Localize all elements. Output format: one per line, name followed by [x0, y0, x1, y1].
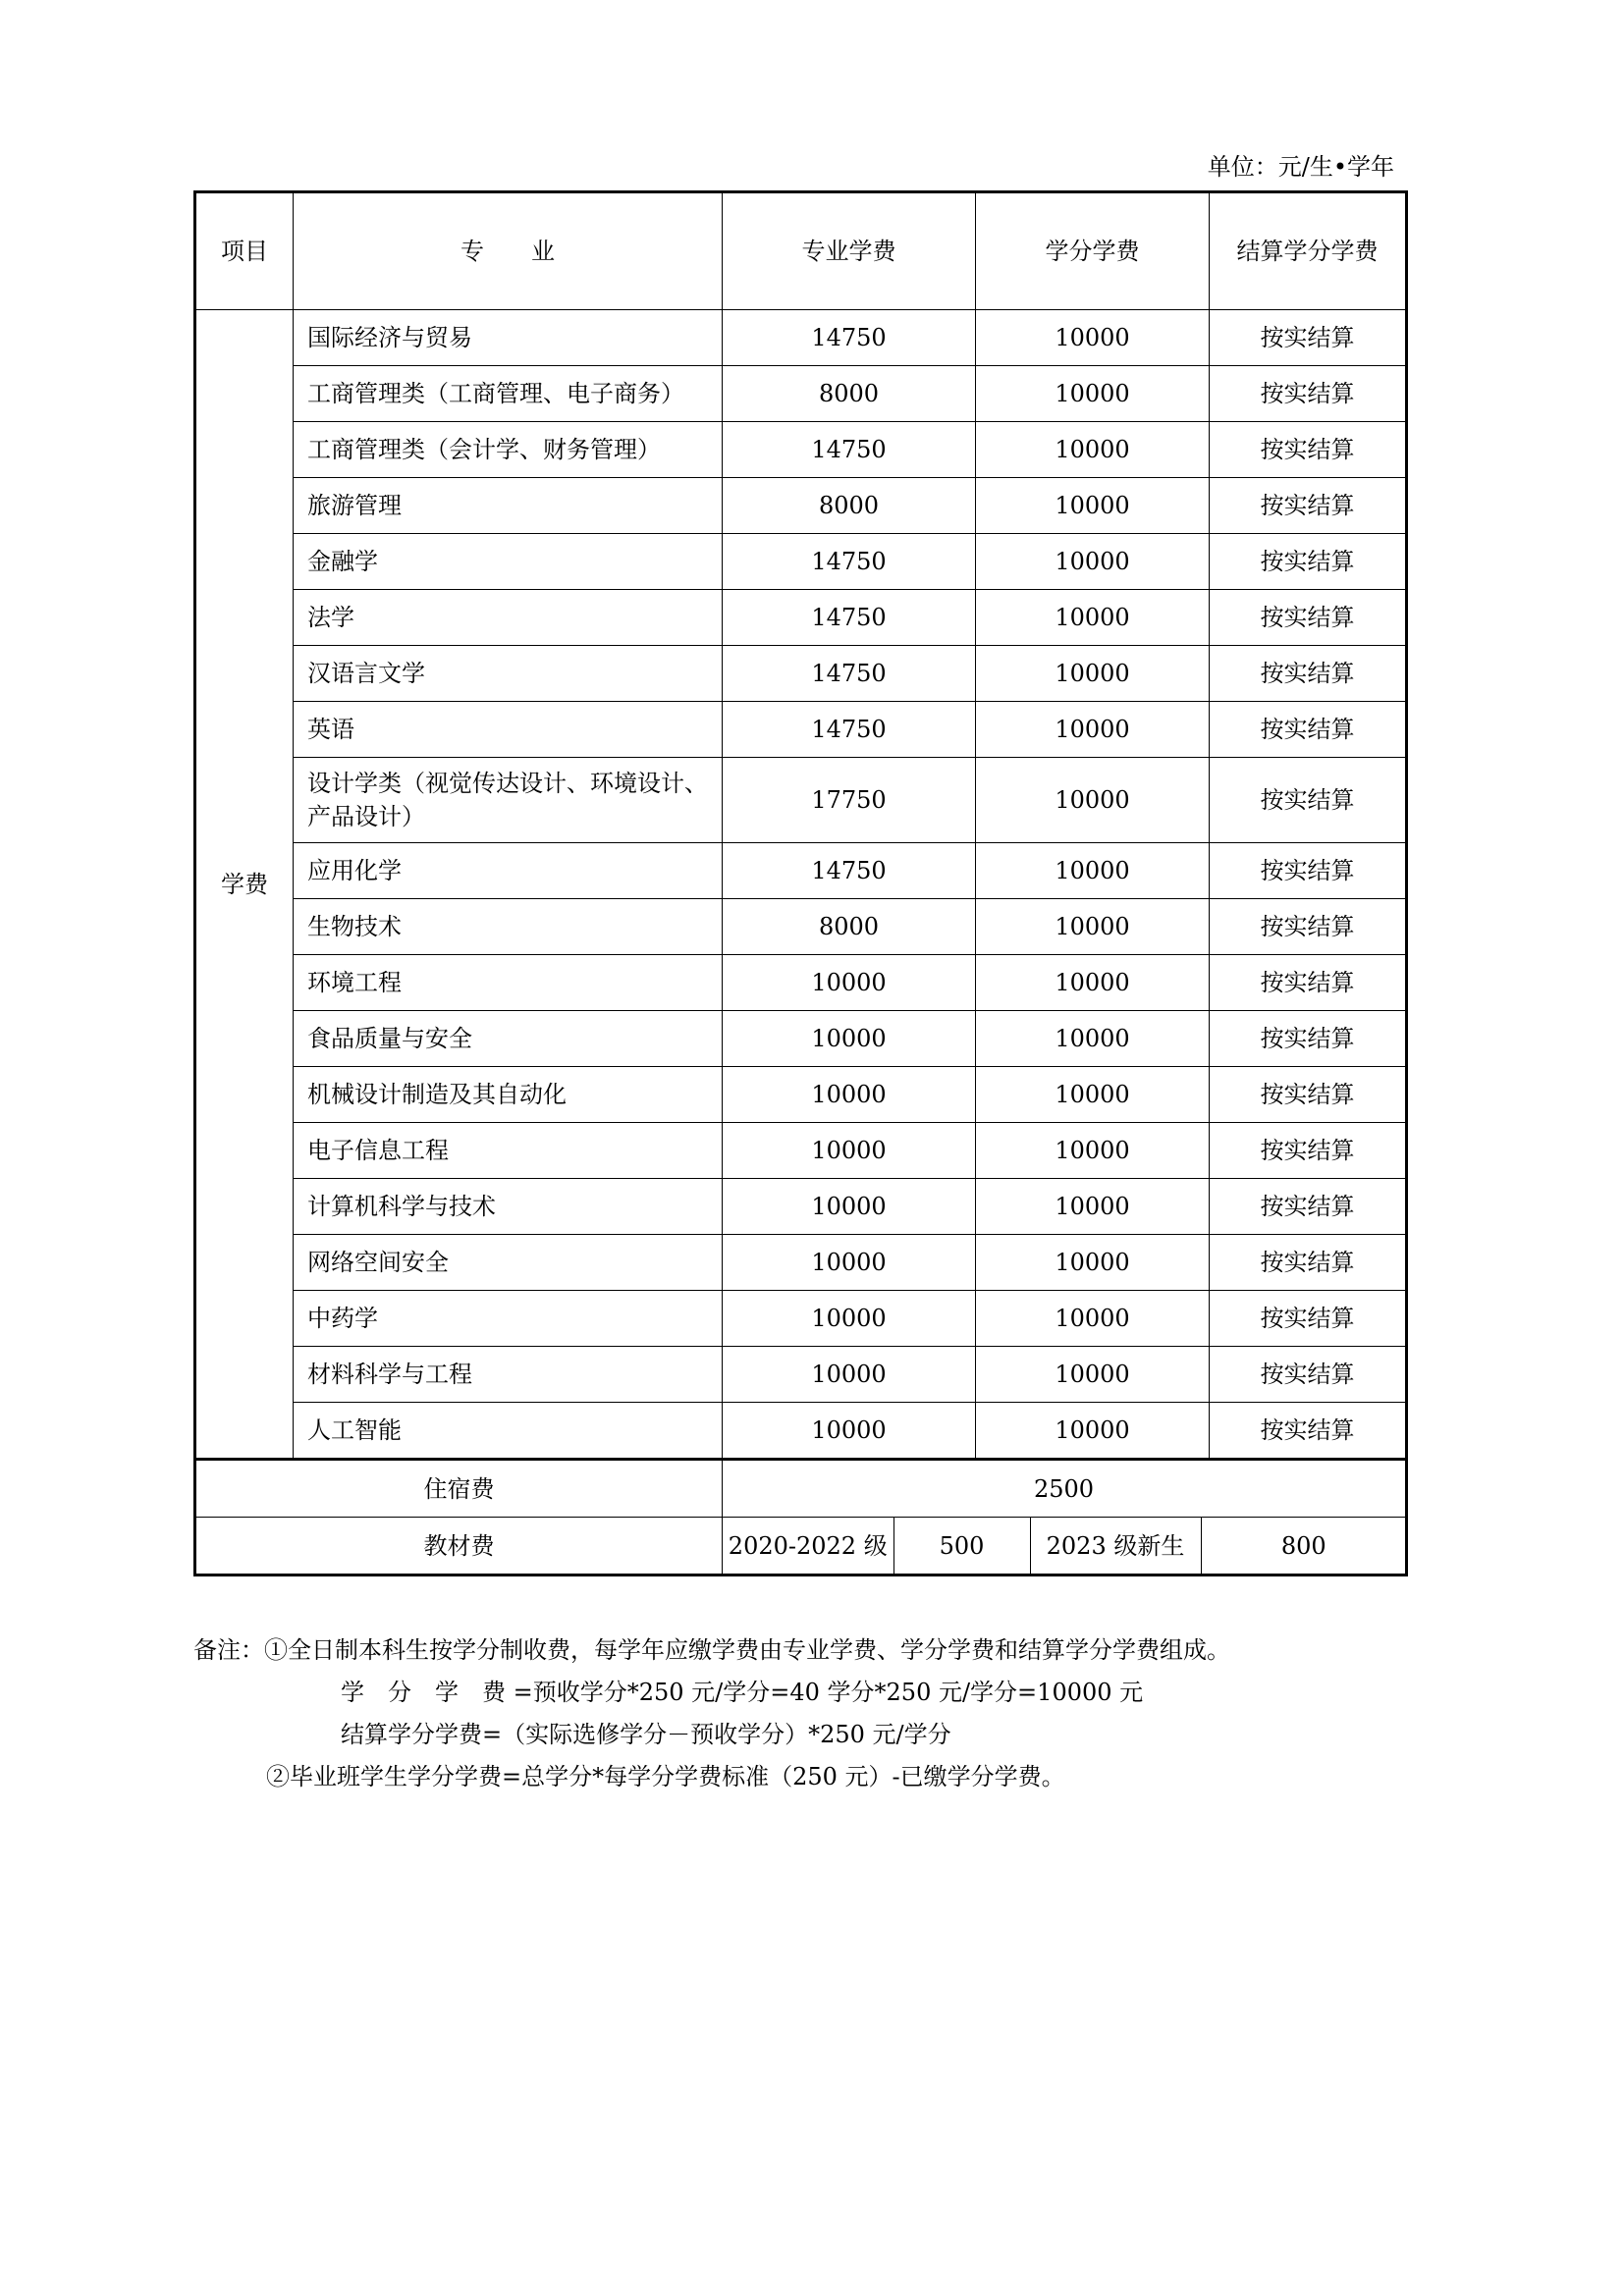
textbook-detail-cell [723, 1518, 1407, 1575]
header-item: 项目 [195, 192, 294, 310]
major-fee-cell: 10000 [723, 1011, 976, 1067]
table-row [195, 1011, 1407, 1067]
credit-fee-cell: 10000 [976, 1067, 1210, 1123]
settle-cell: 按实结算 [1210, 955, 1407, 1011]
major-fee-cell: 10000 [723, 1235, 976, 1291]
textbook-grade-a: 2020-2022 级 [723, 1518, 893, 1574]
settle-cell: 按实结算 [1210, 534, 1407, 590]
note-line-3: 结算学分学费=（实际选修学分－预收学分）*250 元/学分 [341, 1721, 951, 1748]
credit-fee-cell: 10000 [976, 534, 1210, 590]
credit-fee-cell: 10000 [976, 366, 1210, 422]
settle-cell: 按实结算 [1210, 478, 1407, 534]
major-fee-cell: 10000 [723, 1123, 976, 1179]
major-fee-cell: 14750 [723, 590, 976, 646]
major-fee-cell: 10000 [723, 955, 976, 1011]
settle-cell: 按实结算 [1210, 310, 1407, 366]
table-row [195, 1235, 1407, 1291]
major-cell: 电子信息工程 [294, 1123, 723, 1179]
settle-cell: 按实结算 [1210, 422, 1407, 478]
major-cell: 英语 [294, 702, 723, 758]
major-cell: 设计学类（视觉传达设计、环境设计、产品设计） [294, 758, 723, 843]
credit-fee-cell: 10000 [976, 1291, 1210, 1347]
major-cell: 工商管理类（工商管理、电子商务） [294, 366, 723, 422]
major-cell: 应用化学 [294, 843, 723, 899]
header-major: 专 业 [294, 192, 723, 310]
settle-cell: 按实结算 [1210, 1179, 1407, 1235]
credit-fee-cell: 10000 [976, 1011, 1210, 1067]
table-header-row [195, 192, 1407, 310]
settle-cell: 按实结算 [1210, 1123, 1407, 1179]
major-cell: 网络空间安全 [294, 1235, 723, 1291]
settle-cell: 按实结算 [1210, 1011, 1407, 1067]
major-cell: 中药学 [294, 1291, 723, 1347]
note-line-2: 学 分 学 费 =预收学分*250 元/学分=40 学分*250 元/学分=10000 元 [341, 1679, 1144, 1706]
credit-fee-cell: 10000 [976, 843, 1210, 899]
table-row [195, 590, 1407, 646]
table-row [195, 646, 1407, 702]
table-row [195, 478, 1407, 534]
textbook-fee-a: 500 [893, 1518, 1030, 1574]
major-fee-cell: 14750 [723, 646, 976, 702]
credit-fee-cell: 10000 [976, 646, 1210, 702]
table-row [195, 1179, 1407, 1235]
major-cell: 旅游管理 [294, 478, 723, 534]
table-row [195, 702, 1407, 758]
major-fee-cell: 8000 [723, 478, 976, 534]
textbook-detail [723, 1518, 1406, 1574]
table-row [195, 422, 1407, 478]
major-cell: 汉语言文学 [294, 646, 723, 702]
major-cell: 国际经济与贸易 [294, 310, 723, 366]
accommodation-label: 住宿费 [195, 1460, 723, 1518]
textbook-fee-b: 800 [1280, 1531, 1326, 1560]
table-row [195, 1347, 1407, 1403]
table-row [195, 1123, 1407, 1179]
note-line-1: 备注：①全日制本科生按学分制收费，每学年应缴学费由专业学费、学分学费和结算学分学费组成。 [193, 1636, 1230, 1664]
settle-cell: 按实结算 [1210, 1235, 1407, 1291]
table-row [195, 534, 1407, 590]
major-fee-cell: 17750 [723, 758, 976, 843]
settle-cell: 按实结算 [1210, 843, 1407, 899]
settle-cell: 按实结算 [1210, 758, 1407, 843]
major-cell: 金融学 [294, 534, 723, 590]
major-fee-cell: 8000 [723, 899, 976, 955]
major-cell: 机械设计制造及其自动化 [294, 1067, 723, 1123]
credit-fee-cell: 10000 [976, 702, 1210, 758]
major-fee-cell: 14750 [723, 702, 976, 758]
major-fee-cell: 14750 [723, 422, 976, 478]
major-fee-cell: 10000 [723, 1347, 976, 1403]
table-row [195, 758, 1407, 843]
major-cell: 材料科学与工程 [294, 1347, 723, 1403]
credit-fee-cell: 10000 [976, 422, 1210, 478]
credit-fee-cell: 10000 [976, 899, 1210, 955]
table-row [195, 1403, 1407, 1460]
group-label-tuition: 学费 [195, 310, 294, 1460]
settle-cell: 按实结算 [1210, 590, 1407, 646]
table-row [195, 955, 1407, 1011]
major-fee-cell: 10000 [723, 1403, 976, 1460]
table-row [195, 843, 1407, 899]
table-row [195, 366, 1407, 422]
settle-cell: 按实结算 [1210, 366, 1407, 422]
credit-fee-cell: 10000 [976, 1403, 1210, 1460]
settle-cell: 按实结算 [1210, 1291, 1407, 1347]
unit-label: 单位：元/生•学年 [1207, 153, 1394, 181]
major-cell: 生物技术 [294, 899, 723, 955]
major-fee-cell: 14750 [723, 843, 976, 899]
settle-cell: 按实结算 [1210, 899, 1407, 955]
accommodation-row [195, 1460, 1407, 1518]
major-fee-cell: 10000 [723, 1067, 976, 1123]
major-cell: 计算机科学与技术 [294, 1179, 723, 1235]
settle-cell: 按实结算 [1210, 646, 1407, 702]
credit-fee-cell: 10000 [976, 955, 1210, 1011]
table-row [195, 1291, 1407, 1347]
major-cell: 法学 [294, 590, 723, 646]
table-row [195, 1067, 1407, 1123]
major-fee-cell: 14750 [723, 310, 976, 366]
settle-cell: 按实结算 [1210, 702, 1407, 758]
major-fee-cell: 8000 [723, 366, 976, 422]
credit-fee-cell: 10000 [976, 1347, 1210, 1403]
credit-fee-cell: 10000 [976, 478, 1210, 534]
textbook-label: 教材费 [195, 1518, 723, 1575]
major-cell: 人工智能 [294, 1403, 723, 1460]
header-settle-fee: 结算学分学费 [1210, 192, 1407, 310]
settle-cell: 按实结算 [1210, 1067, 1407, 1123]
table-row [195, 899, 1407, 955]
credit-fee-cell: 10000 [976, 1123, 1210, 1179]
major-fee-cell: 10000 [723, 1179, 976, 1235]
note-line-4: ②毕业班学生学分学费=总学分*每学分学费标准（250 元）-已缴学分学费。 [266, 1763, 1065, 1790]
major-fee-cell: 10000 [723, 1291, 976, 1347]
table-row [195, 310, 1407, 366]
accommodation-value: 2500 [723, 1460, 1407, 1518]
major-cell: 工商管理类（会计学、财务管理） [294, 422, 723, 478]
settle-cell: 按实结算 [1210, 1403, 1407, 1460]
major-fee-cell: 14750 [723, 534, 976, 590]
major-cell: 环境工程 [294, 955, 723, 1011]
header-major-fee: 专业学费 [723, 192, 976, 310]
credit-fee-cell: 10000 [976, 758, 1210, 843]
settle-cell: 按实结算 [1210, 1347, 1407, 1403]
credit-fee-cell: 10000 [976, 1235, 1210, 1291]
header-credit-fee: 学分学费 [976, 192, 1210, 310]
fee-table [193, 190, 1408, 1576]
major-cell: 食品质量与安全 [294, 1011, 723, 1067]
credit-fee-cell: 10000 [976, 590, 1210, 646]
textbook-row [195, 1518, 1407, 1575]
credit-fee-cell: 10000 [976, 1179, 1210, 1235]
textbook-grade-b: 2023 级新生 [1030, 1518, 1201, 1574]
notes [193, 1629, 1405, 1798]
credit-fee-cell: 10000 [976, 310, 1210, 366]
